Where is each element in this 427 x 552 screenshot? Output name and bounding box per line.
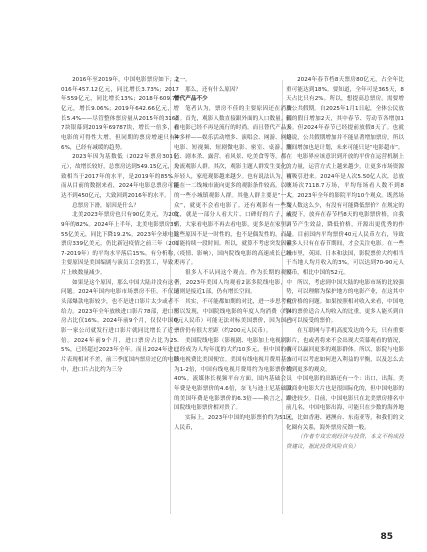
article-column-3 <box>286 76 404 453</box>
paragraph: 2024年春节档8天票房80亿元，占全年比重可能达到18%。要知道，全年可是365天，8天占比只有2%。所以，想提高总票房，需要增加公共假期。自2025年1月1日起，全体公民放假的假日增加2天，其中春节、劳动节各增加1天。但2024年春节已经提前放假8天了。也就是说，公共假期增加并不能显著增加票房，所以期间增加也是计划，未来可能只是“电影超市”。 <box>286 77 404 151</box>
paragraph: 其实，不可能都如期的对比，进一步思考就可以发现，中国院线电影的年度人均消费（约40元人民币）可能无法对标美国票价，因为国内票价仍有很大差距（约200元人民币）。 <box>174 299 292 335</box>
paragraph: 很多人不认同这个观点。作为长期的观察者，2023年美国人均观看2部多院线电影，中国则是接近1部，仍有增长空间。 <box>174 270 292 296</box>
paragraph: 美国院线电影（影视剧、电影加上电视剧）已经成为人均年度的大约10多元，但中国的有线电视费比美国便宜。美国有线电视月费用基本为1-2倍，中国有线电视月费用约为电影票价的40%。流媒体长视频平台方面，国内基础会员年费是电影票价的4.6倍，奈飞与迪士尼基础款的美国年费是电影票价的6.3倍——换言之，中国院线电影票价相对贵了。 <box>174 337 292 412</box>
article-column-1 <box>61 76 179 375</box>
paragraph: 中国电影的出路还有一个：出口，出海。美国商业电影大片也是很国际化的，但中国电影的跟进较少。目前，中国电影只在北美票房排名中前几名，中国电影出海，可能只在少数的海外地区，比如香港、港澳台、东南亚等，和我们的文化圈有关系，海外票房反馈一般。 <box>286 376 404 431</box>
article-column-2 <box>174 76 292 433</box>
paragraph: 北美2023年票房也只有90亿美元，为2019年的82%。2024年上半年，北美电影票房35.55亿美元，同比下降19.2%。2023年全球电影票房339亿美元，仍比新冠疫情之前三年（2017-2019年）的平均水平落后15%。有分析称，主要原因是美国编剧与演员工会的罢工，导致大片上映数量减少。 <box>61 212 179 277</box>
paragraph: 所以，考虑到中国大陆的电影市场的比较强势，可以理解为保护地方的电影产业，在这其中有价格的问题。如果按照相对收入来看，中国电影的票价适合人均收入的比重，更多人能买到自己可以接受的票价。 <box>286 279 404 325</box>
paragraph: 实际上，2023年中国的电影票价约为51元人民币， <box>174 414 292 431</box>
paragraph: 总票房下滑，原因是什么？ <box>72 202 140 209</box>
paragraph: 笔者认为，票房不佳的主要原因还在消费者。首先，观影人数直接跟外面的人口数量。而看电影已经不再是流行的时尚。而且替代产品多种多样——娱乐活动增多、演唱会、网游、网络电影、短视频、短剧微电影、密室、桌游、旅行、剧本杀、露营、看风景、吃美食等等，都在分流观影人群。其次，观影主题人群发生变化，年轻人，家庭观影越来越少。也有说法认为，可能在一二线城市流向更多的观影条件较高，以下的一些小城镇观影人群。其他人群主要是“一大众”，就更不会看电影了。还有观影有一些变化，就是一部分人看大片、口碑好的片子，或者，大家看电影不再去看电影，更多是在家里。这些原因不是一时性的，也不是偶发性的，而是可能持续一段时间。所以，就算不考虑突发因素（疫情、影响），国内院线电影的高速成长已经不再了。 <box>174 105 292 267</box>
paragraph: 那么，还有什么原因？ <box>185 86 241 93</box>
page-number: 85 <box>380 532 393 542</box>
section-heading: 替代产品不少 <box>174 96 208 103</box>
paragraph: 电影界应该意识到开放的平价在运营机制上的力量，运营方式上越来越少，让更多市场资源被吸引进来。2024年是人次5.50亿人次，总放映场次7118.7万场，平均每场看人数不到8人。2023年全年的影院平均10个观众。既然场均人数这么少，有没有可能降低票价？在规定的前提下，放弃在春节档8天的电影票价格，自我调节产生效益，降低价格，开源出更优秀的作品。目前国内平均票价40元人民币左右，导致很多人只有在春节期间，才会关注电影。在一些城市里，英国、日本和法国，影院票价大约相当于当地人均月收入的3%，可以达到70-90元人民币，相比中国的52元。 <box>286 154 404 277</box>
paragraph: 如果是这个原因，那么中国大陆并没有这个问题。2024年国内电影市场票房不佳，不仅是头部爆款电影较少，也不是进口影片太少或者不给力。2023年全年放映进口影片78部，进口票房占比仅16%。2024年前9个月，仅仅中国电影一家公司就发行进口影片就同比增长了近一倍。2024年前9个月，进口票房占比为25.5%，已经超过2023年全年。而且2024年进口片表现相对不差，前三季度国内票房过亿的电影中，进口片占比约为三分 <box>61 279 179 373</box>
paragraph: 在互联网与手机高度发达的今天，只有重要影片，也或者将来不会出现大荧幕观看的情况，就可以赢回更多的观影群体。所以，影院与电影公司可以考虑如何进入利益的平衡，以及怎么去找到更多的观众。 <box>286 328 404 373</box>
paragraph: 2016年至2019年，中国电影票房如下：2016年457.12亿元，同比增长3.73%；2017年559亿元，同比增长13%；2018年609.76亿元，增长9.06%；2019年642.66亿元，增长5.4%——尽管整体票房量从2015年的31627块银幕到2019年69787块，增长一倍多，看电影的可得性大增，但同期的票房增速只有46%，已经有减缓的趋势。 <box>61 77 179 151</box>
paragraph: 之一。 <box>174 77 191 83</box>
paragraph: 2023年因为基数低（2022年票房301亿元），故增长较好，总票房达到549.15亿元，大致相当于2017年的水平，是2019年的85%。而从目前的数据来看，2024年电影总票房可能达不到450亿元，大致回到2016年的水平。 <box>61 154 179 199</box>
author-note: （作者专攻宏观经济与投资，本文不构成投资建议，据此投资风险自负） <box>286 434 404 450</box>
